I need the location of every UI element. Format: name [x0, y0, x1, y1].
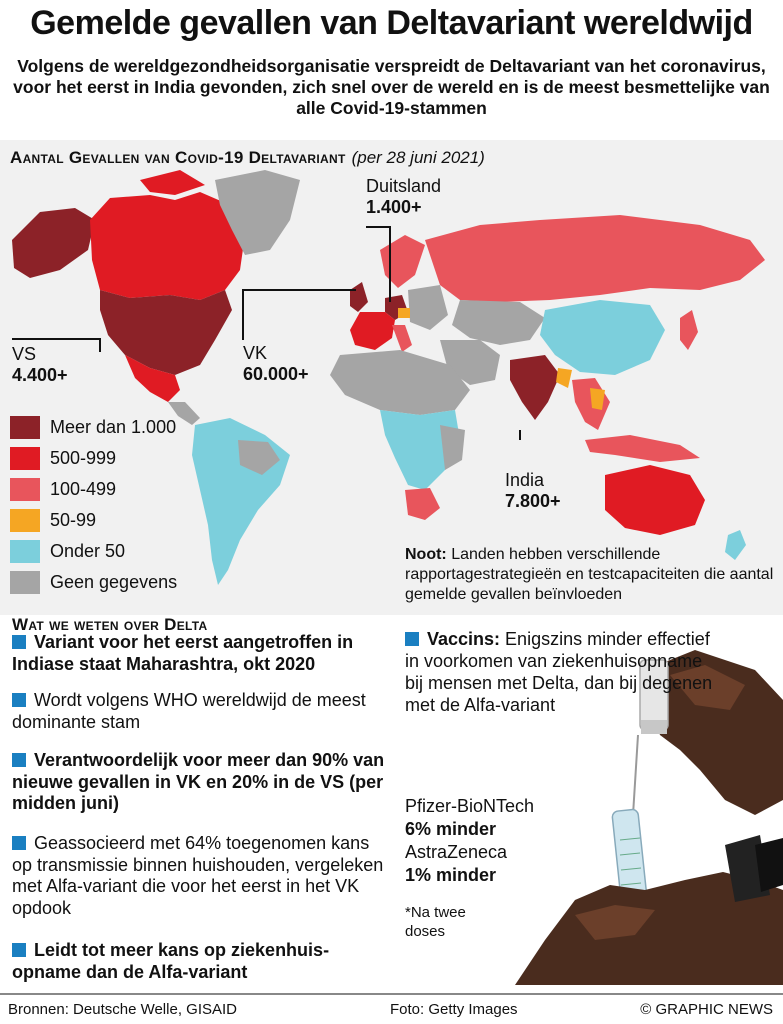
callout-duitsland-name: Duitsland: [366, 176, 442, 196]
map-region-india: [510, 355, 560, 420]
map-region-south-africa: [405, 488, 440, 520]
bullet-icon: [12, 693, 26, 707]
bullet-icon: [12, 635, 26, 649]
legend-swatch: [10, 509, 40, 532]
bullet-icon: [12, 836, 26, 850]
map-region-western-europe: [350, 312, 395, 350]
pfizer-name: Pfizer-BioNTech: [405, 796, 535, 816]
legend-label: Geen gegevens: [50, 572, 178, 592]
fact-item: [12, 833, 392, 919]
callout-vk: [243, 343, 309, 385]
legend-swatch: [10, 571, 40, 594]
page-subtitle: Volgens de wereldgezondheidsorganisatie verspreidt de Deltavariant van het coronavirus, voor het eerst in India gevonden, zich snel over de wereld en is de meest besmettelijke van alle Covid-19-stammen: [13, 56, 770, 118]
map-region-central-asia: [452, 300, 545, 345]
map-region-alaska: [12, 208, 95, 278]
map-note: [405, 545, 775, 605]
map-region-uk: [350, 282, 368, 312]
callout-vs-value: 4.400+: [12, 365, 68, 385]
fact-text: Variant voor het eerst aangetroffen in Indiase staat Maharashtra, okt 2020: [12, 632, 354, 674]
page-title: Gemelde gevallen van Deltavariant wereldwijd: [30, 4, 753, 42]
callout-india-name: India: [505, 470, 545, 490]
vaccines-label: Vaccins:: [427, 629, 501, 649]
map-region-canada-islands: [140, 170, 205, 195]
vaccines-note: [405, 628, 715, 716]
fact-item: [12, 690, 392, 733]
astrazeneca-value-text: 1% minder: [405, 865, 497, 885]
callout-duitsland-value: 1.400+: [366, 197, 422, 217]
legend-swatch: [10, 478, 40, 501]
vaccines-footnote: *Na twee doses: [405, 904, 466, 940]
leader-line-uk: [243, 290, 356, 340]
map-region-australia: [605, 465, 705, 535]
callout-vk-name: VK: [243, 343, 268, 363]
fact-item: [12, 940, 392, 983]
map-region-usa: [100, 290, 232, 375]
bullet-icon: [12, 943, 26, 957]
pfizer-value-text: 6% minder: [405, 819, 497, 839]
map-region-se-asia: [572, 378, 610, 430]
callout-india: [505, 470, 561, 512]
callout-india-value: 7.800+: [505, 491, 561, 511]
legend-item: [10, 474, 177, 505]
fact-text: Leidt tot meer kans op ziekenhuis-opname dan de Alfa-variant: [12, 940, 330, 982]
map-region-europe-orange: [398, 308, 410, 318]
legend-label: 500-999: [50, 448, 117, 468]
callout-vs-name: VS: [12, 344, 37, 364]
map-heading-title: Aantal Gevallen van Covid-19 Deltavariant: [10, 148, 346, 167]
facts-heading: Wat we weten over Delta: [12, 615, 208, 634]
legend-swatch: [10, 540, 40, 563]
map-region-indonesia: [585, 435, 700, 462]
fact-item: [12, 750, 392, 815]
legend-swatch: [10, 416, 40, 439]
astrazeneca-name: AstraZeneca: [405, 842, 508, 862]
map-note-text: Landen hebben verschillende rapportagestrategieën en testcapaciteiten die aantal gemelde gevallen beïnvloeden: [405, 546, 774, 603]
footer-photo-credit: Foto: Getty Images: [390, 1001, 518, 1018]
map-region-india-neighbor-orange: [556, 368, 572, 388]
map-region-scandinavia: [380, 235, 425, 288]
legend-label: 50-99: [50, 510, 97, 530]
footer-sources: Bronnen: Deutsche Welle, GISAID: [8, 1001, 237, 1018]
map-region-japan: [680, 310, 698, 350]
legend-item: [10, 536, 177, 567]
footer: [0, 993, 783, 1024]
syringe-needle: [633, 735, 638, 815]
legend-label: Onder 50: [50, 541, 126, 561]
map-region-china: [540, 300, 665, 375]
legend-item: [10, 412, 177, 443]
callout-vk-value: 60.000+: [243, 364, 309, 384]
legend-label: 100-499: [50, 479, 117, 499]
pfizer-value: [405, 818, 496, 840]
legend-label: Meer dan 1.000: [50, 417, 177, 437]
map-region-russia: [425, 215, 765, 302]
legend-item: [10, 443, 177, 474]
fact-text: Wordt volgens WHO wereldwijd de meest dominante stam: [12, 690, 366, 732]
fact-text: Verantwoordelijk voor meer dan 90% van nieuwe gevallen in VK en 20% in de VS (per midden juni): [12, 750, 385, 813]
callout-duitsland: [366, 176, 441, 218]
map-heading: [10, 148, 485, 168]
legend-item: [10, 567, 177, 598]
bullet-icon: [12, 753, 26, 767]
map-region-eastern-europe: [408, 285, 448, 330]
callout-vs: [12, 344, 68, 386]
map-heading-date: (per 28 juni 2021): [351, 148, 485, 167]
bullet-icon: [405, 632, 419, 646]
footer-copyright: © GRAPHIC NEWS: [640, 1001, 773, 1018]
fact-item: [12, 632, 392, 675]
map-panel: [0, 140, 783, 615]
astrazeneca-value: [405, 864, 496, 886]
legend-item: [10, 505, 177, 536]
map-region-italy: [392, 325, 412, 352]
vaccines-text: Enigszins minder effectief in voorkomen van ziekenhuisopname bij mensen met Delta, dan bij degenen met de Alfa-variant: [405, 629, 713, 715]
map-legend: [10, 412, 177, 598]
fact-text: Geassocieerd met 64% toegenomen kans op transmissie binnen huishouden, vergeleken met Alfa-variant die voor het eerst in het VK opdook: [12, 833, 384, 918]
map-note-label: Noot:: [405, 546, 447, 563]
legend-swatch: [10, 447, 40, 470]
